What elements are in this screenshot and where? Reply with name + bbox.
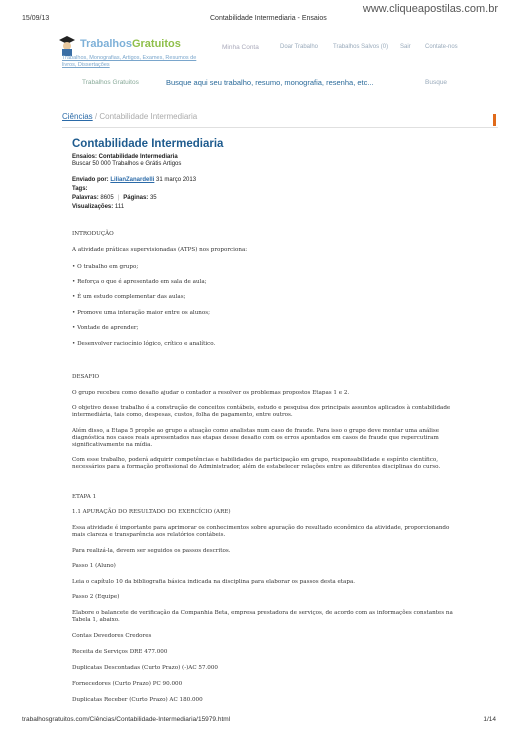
graduate-icon [58, 34, 76, 56]
paragraph: A atividade práticas supervisionadas (ATPS) nos proporciona: [72, 247, 248, 253]
nav-trabalhos-salvos[interactable]: Trabalhos Salvos (0) [333, 44, 389, 50]
bullet-item: • Desenvolver raciocínio lógico, crítico e analítico. [72, 341, 216, 347]
nav-sair[interactable]: Sair [400, 44, 411, 50]
breadcrumb [62, 112, 197, 121]
stats-separator: | [117, 195, 120, 201]
nav-doar-trabalho[interactable]: Doar Trabalho [280, 44, 319, 50]
paragraph: Passo 1 (Aluno) [72, 563, 116, 569]
tags-label: Tags: [72, 186, 88, 192]
sent-by-label: Enviado por: [72, 177, 109, 183]
logo-text-gratuitos: Gratuitos [131, 38, 181, 50]
views-count: 111 [114, 204, 125, 210]
paragraph: Passo 2 (Equipe) [72, 594, 120, 600]
bullet-item: • Reforça o que é apresentado em sala de aula; [72, 279, 207, 285]
footer-url: trabalhosgratuitos.com/Ciências/Contabilidade-Intermediaria/15979.html [22, 716, 231, 723]
print-page-title: Contabilidade Intermediaria - Ensaios [210, 15, 327, 22]
heading-desafio: DESAFIO [72, 374, 100, 380]
paragraph: O grupo recebeu como desafio ajudar o contador a resolver os problemas propostos Etapas 1 e 2. [72, 390, 350, 396]
words-count: 8605 [100, 195, 114, 201]
bullet-item: • Vontade de aprender; [72, 325, 139, 331]
print-date: 15/09/13 [22, 15, 50, 22]
document-title: Contabilidade Intermediaria [72, 138, 224, 150]
essay-label: Ensaios: Contabilidade Intermediaria [72, 154, 178, 160]
pages-count: 35 [149, 195, 157, 201]
nav-minha-conta[interactable]: Minha Conta [222, 44, 259, 51]
stats-row [72, 195, 157, 201]
breadcrumb-link-ciencias[interactable]: Ciências [62, 112, 93, 121]
site-logo[interactable] [58, 34, 208, 56]
search-button[interactable]: Busque [425, 79, 448, 86]
paragraph: Leia o capítulo 10 da bibliografia básica indicada na disciplina para elaborar os passos desta etapa. [72, 579, 356, 585]
footer-page-number: 1/14 [483, 716, 496, 723]
heading-etapa-1: ETAPA 1 [72, 494, 97, 500]
breadcrumb-current: Contabilidade Intermediaria [99, 112, 198, 121]
heading-introducao: INTRODUÇÃO [72, 231, 114, 237]
paragraph: Com esse trabalho, poderá adquirir competências e habilidades de participação em grupo, responsabilidade e espírito científico, necessários para a formação profissional do Administrador, além de estabelecer relações entre as diferentes disciplinas do curso. [72, 457, 441, 470]
side-accent-mark [493, 114, 496, 126]
paragraph: Essa atividade é importante para aprimorar os conhecimentos sobre apuração do resultado econômico da atividade, proporcionando mais clareza e transparência aos relatórios contábeis. [72, 525, 450, 538]
paragraph: Duplicatas Descontadas (Curto Prazo) (-)AC 57.000 [72, 665, 218, 671]
paragraph: O objetivo desse trabalho é a construção de conceitos contábeis, estudo e pesquisa dos principais assuntos aplicados à contabilidade intermediária, tais como, despesas, custos, folha de pagamento, entre outros. [72, 405, 451, 418]
nav-contate-nos[interactable]: Contate-nos [425, 44, 458, 50]
sent-date: 31 março 2013 [156, 177, 197, 183]
paragraph: Receita de Serviços DRE 477.000 [72, 649, 168, 655]
subnav-trabalhos-gratuitos[interactable]: Trabalhos Gratuitos [82, 79, 139, 86]
paragraph: Contas Devedores Credores [72, 633, 152, 639]
tags-row [72, 186, 88, 192]
breadcrumb-separator: / [92, 112, 100, 121]
watermark: www.cliqueapostilas.com.br [362, 3, 498, 15]
paragraph: Para realizá-la, devem ser seguidos os passos descritos. [72, 548, 231, 554]
search-input[interactable]: Busque aqui seu trabalho, resumo, monografia, resenha, etc... [166, 78, 374, 87]
bullet-item: • Promove uma interação maior entre os alunos; [72, 310, 211, 316]
paragraph: Fornecedores (Curto Prazo) PC 90.000 [72, 681, 183, 687]
heading-section: 1.1 APURAÇÃO DO RESULTADO DO EXERCÍCIO (ARE) [72, 509, 231, 515]
author-link[interactable]: LilianZanardelli [110, 177, 155, 183]
site-tagline[interactable]: Trabalhos, Monografias, Artigos, Exames, Resumos de livros, Dissertações [62, 55, 197, 68]
divider [62, 127, 498, 128]
paragraph: Elabore o balancete de verificação da Companhia Beta, empresa prestadora de serviços, de acordo com as informações constantes na Tabela 1, abaixo. [72, 610, 453, 623]
document-subtitle: Buscar 50 000 Trabalhos e Grátis Artigos [72, 161, 182, 167]
paragraph: Além disso, a Etapa 5 propõe ao grupo a atuação como analistas num caso de fraude. Para isso o grupo deve montar uma análise diagnóstica nos casos reais apresentados nas etapas desse desafio com os erros apontados em casos de fraude que repercutiram significativamente na mídia. [72, 428, 440, 448]
words-label: Palavras: [72, 195, 99, 201]
views-row [72, 204, 124, 210]
logo-text-trabalhos: Trabalhos [80, 38, 132, 50]
pages-label: Páginas: [123, 195, 149, 201]
bullet-item: • É um estudo complementar das aulas; [72, 294, 186, 300]
sent-by-row [72, 177, 196, 183]
paragraph: Duplicatas Receber (Curto Prazo) AC 180.000 [72, 697, 203, 703]
bullet-item: • O trabalho em grupo; [72, 264, 139, 270]
views-label: Visualizações: [72, 204, 114, 210]
